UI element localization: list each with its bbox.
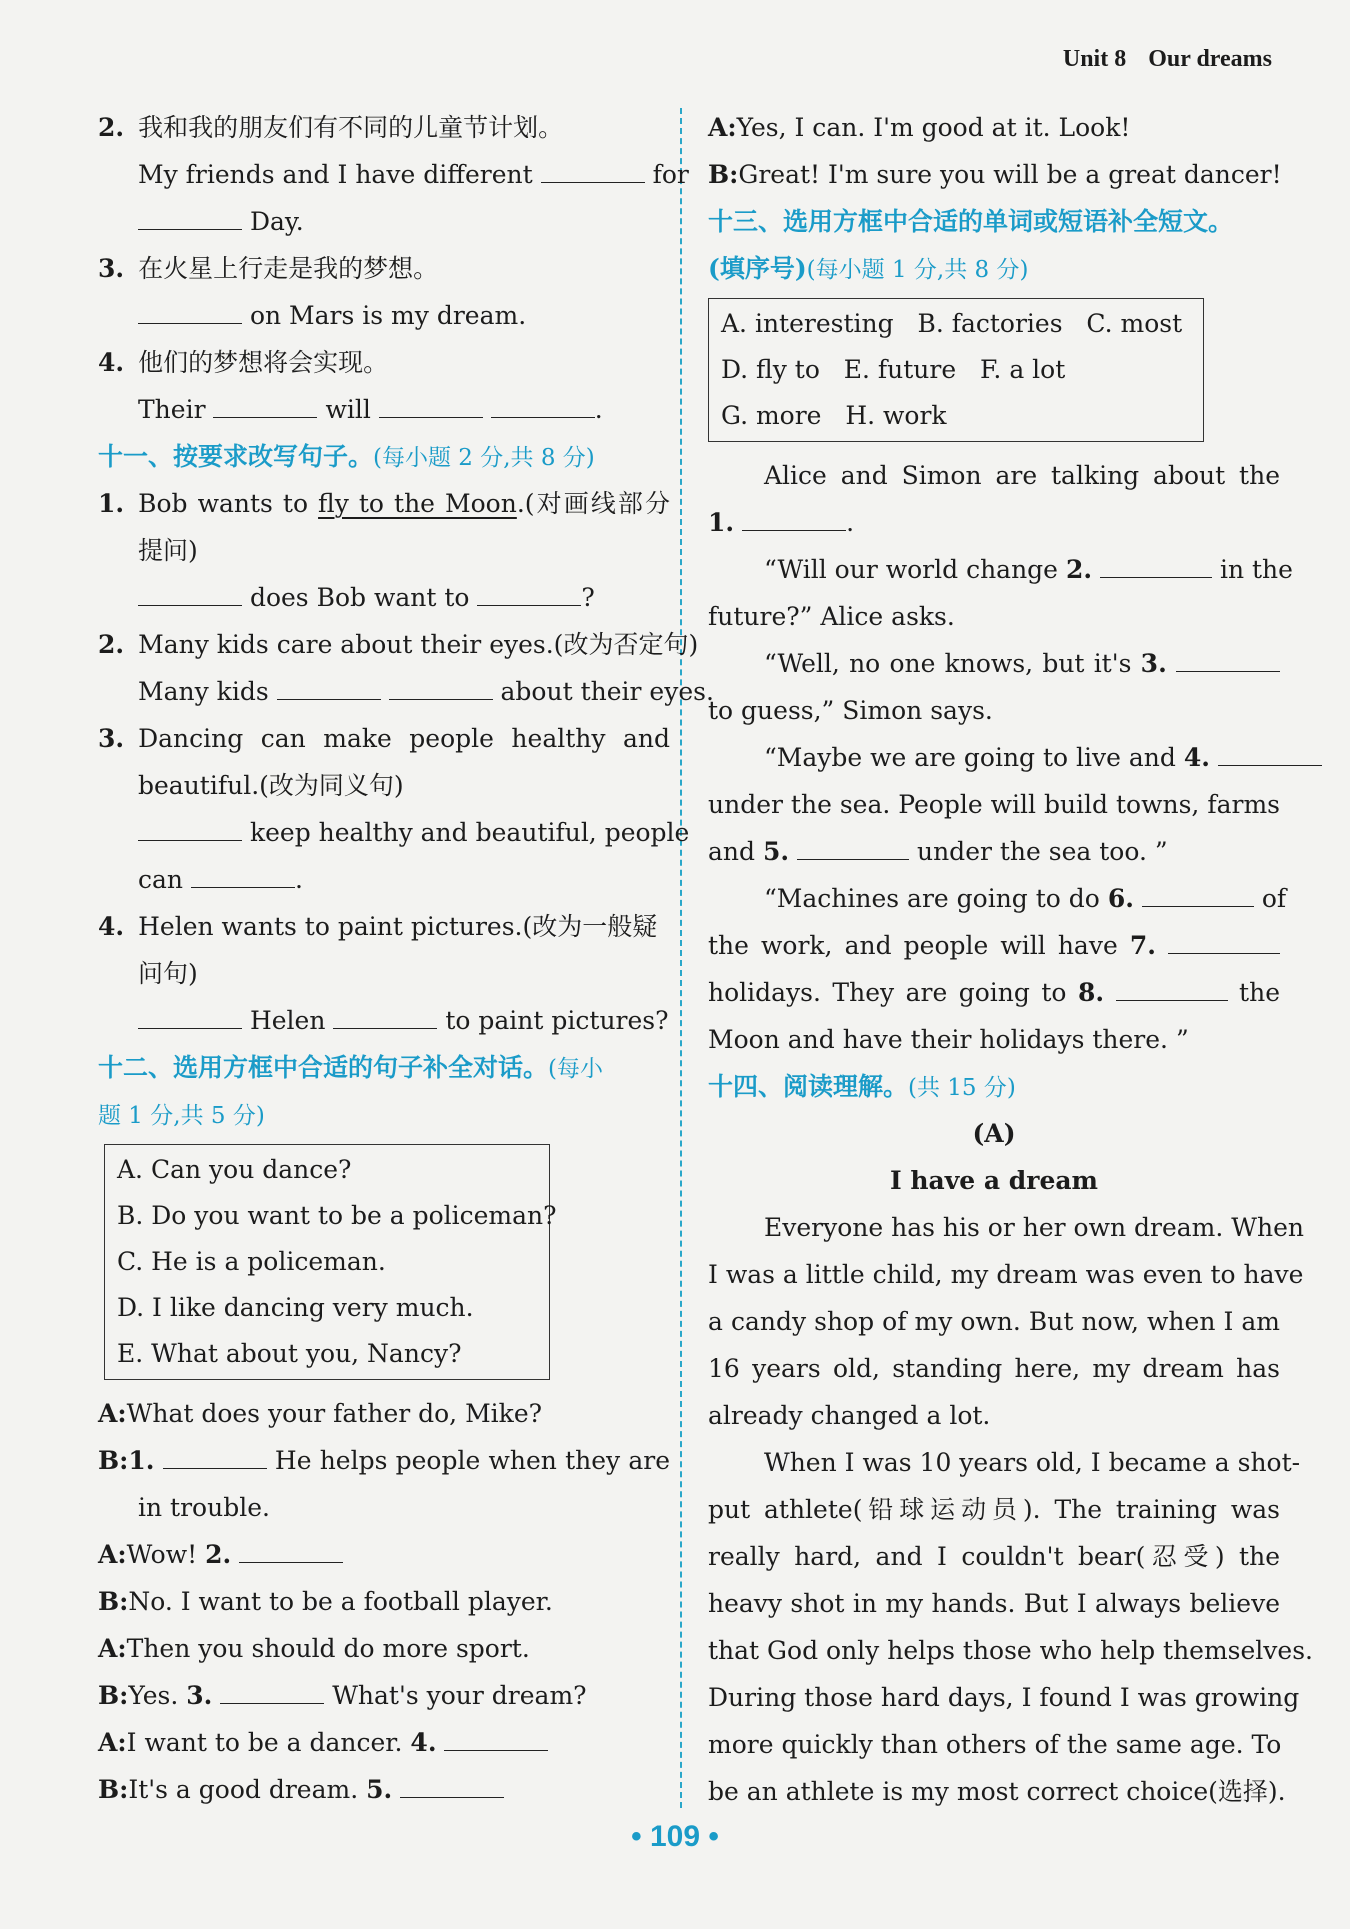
- answer-blank[interactable]: [277, 671, 381, 700]
- option-item: B. Do you want to be a policeman?: [117, 1201, 557, 1230]
- answer-blank[interactable]: [1168, 925, 1280, 954]
- reading-line: more quickly than others of the same age. To: [708, 1730, 1282, 1759]
- answer-line: can .: [98, 856, 670, 903]
- left-column: [98, 104, 714, 1813]
- passage-line: “Machines are going to do 6. of: [708, 875, 1280, 922]
- dialog-line: A:Then you should do more sport.: [98, 1634, 530, 1663]
- option-item: G. more: [721, 401, 822, 430]
- reading-line: 16 years old, standing here, my dream has: [708, 1354, 1280, 1383]
- section-heading: 十二、选用方框中合适的句子补全对话。(每小: [98, 1053, 603, 1082]
- dialog-line: A:Yes, I can. I'm good at it. Look!: [708, 113, 1131, 142]
- answer-blank[interactable]: [333, 1000, 437, 1029]
- passage-line: “Will our world change 2. in the: [708, 546, 1280, 593]
- answer-blank[interactable]: [1100, 549, 1212, 578]
- reading-line: Everyone has his or her own dream. When: [764, 1213, 1304, 1242]
- question-line: beautiful.(改为同义句): [138, 771, 404, 800]
- option-item: C. He is a policeman.: [117, 1247, 386, 1276]
- answer-blank[interactable]: [797, 831, 909, 860]
- reading-title: I have a dream: [889, 1166, 1099, 1195]
- answer-blank[interactable]: [1116, 972, 1228, 1001]
- passage-line: 1. .: [708, 499, 1280, 546]
- unit-title: Our dreams: [1148, 46, 1272, 72]
- reading-line: already changed a lot.: [708, 1401, 991, 1430]
- passage-line: and 5. under the sea too. ”: [708, 828, 1280, 875]
- answer-blank[interactable]: [1218, 737, 1322, 766]
- answer-line: My friends and I have different for: [98, 151, 670, 198]
- answer-blank[interactable]: [191, 859, 295, 888]
- answer-line: keep healthy and beautiful, people: [98, 809, 670, 856]
- reading-line: put athlete(铅球运动员). The training was: [708, 1495, 1280, 1524]
- answer-blank[interactable]: [1142, 878, 1254, 907]
- section-heading-cont: (填序号)(每小题 1 分,共 8 分): [708, 254, 1029, 283]
- answer-blank[interactable]: [138, 295, 242, 324]
- dialog-line: A:What does your father do, Mike?: [98, 1399, 543, 1428]
- dialog-line: A:Wow! 2.: [98, 1531, 670, 1578]
- dialog-line: B:Great! I'm sure you will be a great dancer!: [708, 160, 1282, 189]
- answer-blank[interactable]: [220, 1675, 324, 1704]
- answer-blank[interactable]: [138, 577, 242, 606]
- answer-blank[interactable]: [477, 577, 581, 606]
- reading-line: heavy shot in my hands. But I always believe: [708, 1589, 1280, 1618]
- reading-line: a candy shop of my own. But now, when I am: [708, 1307, 1280, 1336]
- passage-line: the work, and people will have 7.: [708, 922, 1280, 969]
- answer-line: does Bob want to ?: [98, 574, 670, 621]
- answer-blank[interactable]: [138, 201, 242, 230]
- option-item: B. factories: [917, 309, 1063, 338]
- question-line: 3. Dancing can make people healthy and: [98, 724, 670, 753]
- unit-label: Unit 8: [1062, 46, 1127, 72]
- answer-line: Helen to paint pictures?: [98, 997, 670, 1044]
- dialog-line: B:1. He helps people when they are: [98, 1437, 670, 1484]
- reading-line: really hard, and I couldn't bear(忍受) the: [708, 1542, 1280, 1571]
- answer-line: on Mars is my dream.: [98, 292, 670, 339]
- option-item: A. Can you dance?: [117, 1155, 352, 1184]
- right-column: [708, 104, 1313, 1815]
- answer-blank[interactable]: [379, 389, 483, 418]
- option-item: D. fly to: [721, 355, 820, 384]
- option-row: [721, 393, 1191, 439]
- answer-blank[interactable]: [491, 389, 595, 418]
- dialog-line: in trouble.: [138, 1493, 270, 1522]
- answer-blank[interactable]: [389, 671, 493, 700]
- section-heading-cont: 题 1 分,共 5 分): [98, 1103, 265, 1129]
- passage-line: “Well, no one knows, but it's 3.: [708, 640, 1280, 687]
- section-heading: 十一、按要求改写句子。(每小题 2 分,共 8 分): [98, 442, 595, 471]
- page-number: • 109 •: [631, 1820, 719, 1853]
- passage-line: Moon and have their holidays there. ”: [708, 1025, 1189, 1054]
- dialog-line: B:Yes. 3. What's your dream?: [98, 1672, 670, 1719]
- question-line: 1. Bob wants to fly to the Moon.(对画线部分: [98, 489, 671, 518]
- passage-line: under the sea. People will build towns, farms: [708, 790, 1280, 819]
- passage-line: holidays. They are going to 8. the: [708, 969, 1280, 1016]
- option-item: C. most: [1086, 309, 1183, 338]
- answer-blank[interactable]: [163, 1440, 267, 1469]
- section-heading: 十四、阅读理解。(共 15 分): [708, 1072, 1016, 1101]
- question-cn: 3. 在火星上行走是我的梦想。: [98, 254, 439, 283]
- reading-line: I was a little child, my dream was even to have: [708, 1260, 1304, 1289]
- option-item: H. work: [845, 401, 947, 430]
- option-item: A. interesting: [721, 309, 894, 338]
- reading-line: that God only helps those who help themselves.: [708, 1636, 1313, 1665]
- answer-blank[interactable]: [444, 1722, 548, 1751]
- reading-line: During those hard days, I found I was growing: [708, 1683, 1300, 1712]
- reading-line: When I was 10 years old, I became a shot-: [764, 1448, 1301, 1477]
- question-cn: 4. 他们的梦想将会实现。: [98, 348, 389, 377]
- answer-line: Many kids about their eyes.: [98, 668, 670, 715]
- passage-line: to guess,” Simon says.: [708, 696, 993, 725]
- dialog-line: B:It's a good dream. 5.: [98, 1766, 670, 1813]
- answer-blank[interactable]: [541, 154, 645, 183]
- option-item: E. future: [843, 355, 957, 384]
- option-item: E. What about you, Nancy?: [117, 1339, 462, 1368]
- reading-line: be an athlete is my most correct choice(选择).: [708, 1777, 1286, 1806]
- question-line: 4. Helen wants to paint pictures.(改为一般疑: [98, 912, 658, 941]
- answer-line: Their will .: [98, 386, 670, 433]
- dialog-line: B:No. I want to be a football player.: [98, 1587, 553, 1616]
- dialog-line: A:I want to be a dancer. 4.: [98, 1719, 670, 1766]
- column-divider: [680, 108, 682, 1808]
- answer-blank[interactable]: [213, 389, 317, 418]
- passage-line: “Maybe we are going to live and 4.: [708, 734, 1280, 781]
- answer-blank[interactable]: [400, 1769, 504, 1798]
- option-row: [721, 301, 1191, 347]
- answer-line: Day.: [98, 198, 670, 245]
- question-line: 2. Many kids care about their eyes.(改为否定句): [98, 630, 699, 659]
- question-line: 提问): [138, 536, 198, 565]
- option-row: [721, 347, 1191, 393]
- section-heading: 十三、选用方框中合适的单词或短语补全短文。: [708, 207, 1234, 236]
- answer-blank[interactable]: [1176, 643, 1280, 672]
- options-box: [708, 298, 1204, 442]
- options-box: [104, 1144, 557, 1380]
- answer-blank[interactable]: [742, 502, 846, 531]
- answer-blank[interactable]: [138, 1000, 242, 1029]
- question-cn: 2. 我和我的朋友们有不同的儿童节计划。: [98, 113, 564, 142]
- passage-line: Alice and Simon are talking about the: [764, 461, 1280, 490]
- question-line: 问句): [138, 959, 198, 988]
- passage-line: future?” Alice asks.: [708, 602, 955, 631]
- page-header: [1063, 46, 1272, 73]
- reading-label: (A): [972, 1119, 1016, 1148]
- option-item: D. I like dancing very much.: [117, 1293, 474, 1322]
- answer-blank[interactable]: [239, 1534, 343, 1563]
- answer-blank[interactable]: [138, 812, 242, 841]
- option-item: F. a lot: [979, 355, 1066, 384]
